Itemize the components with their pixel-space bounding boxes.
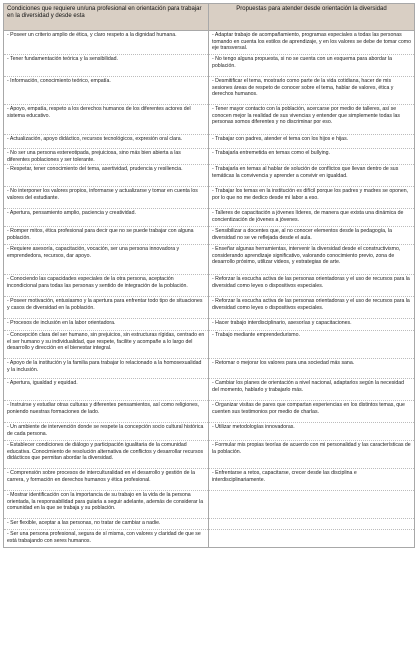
condition-cell: - No ser una persona estereotipada, prejuiciosa, sino más bien abierta a las diferentes poblaciones y ser tolerante. bbox=[4, 149, 209, 165]
condition-cell: - Ser una persona profesional, segura de sí misma, con valores y claridad de que se está trabajando con seres humanos. bbox=[4, 530, 209, 548]
table-row bbox=[4, 530, 415, 548]
table-row bbox=[4, 379, 415, 401]
proposal-cell bbox=[209, 530, 415, 548]
proposal-cell: - Reforzar la escucha activa de las personas orientadoras y el uso de recursos para la diversidad como leyes o dispositivos especiales. bbox=[209, 297, 415, 319]
table-row bbox=[4, 297, 415, 319]
table-row bbox=[4, 165, 415, 187]
diversity-orientation-table bbox=[3, 3, 415, 548]
table-row bbox=[4, 401, 415, 423]
proposal-cell: - Trabajarla en temas al hablar de solución de conflictos que llevan dentro de sus temáticas la convivencia y aprender a convivir en igualdad. bbox=[209, 165, 415, 187]
proposal-cell: - Desmitificar el tema, mostrarlo como parte de la vida cotidiana, hacer de mis sesiones áreas de respeto de conocer sobre el tema, hablar de valores, ética y derechos humanos. bbox=[209, 77, 415, 105]
proposal-cell: - Cambiar los planes de orientación a nivel nacional, adaptarlos según la necesidad del momento, hablarlo y trabajarlo más. bbox=[209, 379, 415, 401]
condition-cell: - Apertura, pensamiento amplio, paciencia y creatividad. bbox=[4, 209, 209, 227]
proposal-cell bbox=[209, 491, 415, 519]
condition-cell: - Requiere asesoría, capacitación, vocación, ser una persona innovadora y emprendedora, recursos, dar apoyo. bbox=[4, 245, 209, 275]
proposal-cell: - Talleres de capacitación a jóvenes líderes, de manera que exista una dinámica de concientización de jóvenes a jóvenes. bbox=[209, 209, 415, 227]
proposal-cell: - Trabajo mediante emprendedurismo. bbox=[209, 331, 415, 359]
table-row bbox=[4, 359, 415, 379]
condition-cell: - Poseer un criterio amplio de ética, y claro respeto a la dignidad humana. bbox=[4, 31, 209, 55]
proposal-cell: - Sensibilizar a docentes que, al no conocer elementos desde la pedagogía, la diversidad no se ve reflejada desde el aula. bbox=[209, 227, 415, 245]
proposal-cell: - Tener mayor contacto con la población, acercarse por medio de talleres, así se conocen mejor la realidad de sus vivencias y entender que simplemente todas las personas somos diferentes y no discriminar por eso. bbox=[209, 105, 415, 135]
table-row bbox=[4, 77, 415, 105]
table-row bbox=[4, 149, 415, 165]
table-row bbox=[4, 319, 415, 331]
table-row bbox=[4, 423, 415, 441]
condition-cell: - Tener fundamentación teórica y la sensibilidad. bbox=[4, 55, 209, 77]
condition-cell: - Conociendo las capacidades especiales de la otra persona, aceptación incondicional para todas las personas y sentido de integración de la población. bbox=[4, 275, 209, 297]
column-header-conditions: Condiciones que requiere un/una profesional en orientación para trabajar en la diversidad y desde esta bbox=[4, 4, 209, 31]
condition-cell: - Respetar, tener conocimiento del tema, asertividad, prudencia y resiliencia. bbox=[4, 165, 209, 187]
table-row bbox=[4, 491, 415, 519]
proposal-cell: - Utilizar metodologías innovadoras. bbox=[209, 423, 415, 441]
proposal-cell bbox=[209, 519, 415, 530]
condition-cell: - Establecer condiciones de diálogo y participación igualitaria de la comunidad educativa. Conocimiento de resolución alternativa de conflictos y desarrollar recursos didácticos que permitan abordar la diversidad. bbox=[4, 441, 209, 469]
column-header-proposals: Propuestas para atender desde orientación la diversidad bbox=[209, 4, 415, 31]
table-row bbox=[4, 331, 415, 359]
proposal-cell: - Trabajarla entremetida en temas como el bullying. bbox=[209, 149, 415, 165]
proposal-cell: - Reforzar la escucha activa de las personas orientadoras y el uso de recursos para la diversidad como leyes o dispositivos especiales. bbox=[209, 275, 415, 297]
condition-cell: - Apertura, igualdad y equidad. bbox=[4, 379, 209, 401]
proposal-cell: - Retomar o mejorar los valores para una sociedad más sana. bbox=[209, 359, 415, 379]
table-row bbox=[4, 55, 415, 77]
proposal-cell: - Trabajar los temas en la institución es difícil porque los padres y madres se oponen, por lo que no me dedico desde mi labor a eso. bbox=[209, 187, 415, 209]
condition-cell: - Romper mitos, ética profesional para decir que no se puede trabajar con alguna población. bbox=[4, 227, 209, 245]
condition-cell: - Apoyo, empatía, respeto a los derechos humanos de los diferentes actores del sistema educativo. bbox=[4, 105, 209, 135]
proposal-cell: - Formular mis propias teorías de acuerdo con mi personalidad y las características de la población. bbox=[209, 441, 415, 469]
condition-cell: - Información, conocimiento teórico, empatía. bbox=[4, 77, 209, 105]
condition-cell: - Procesos de inclusión en la labor orientadora. bbox=[4, 319, 209, 331]
table-row bbox=[4, 105, 415, 135]
condition-cell: - Poseer motivación, entusiasmo y la apertura para enfrentar todo tipo de situaciones y casos de diversidad en la población. bbox=[4, 297, 209, 319]
proposal-cell: - No tengo alguna propuesta, si no se cuenta con un esquema para abordar la población. bbox=[209, 55, 415, 77]
condition-cell: - Un ambiente de intervención donde se respete la concepción socio cultural histórica de cada persona. bbox=[4, 423, 209, 441]
table-row bbox=[4, 135, 415, 149]
proposal-cell: - Organizar visitas de pares que compartan experiencias en los distintos temas, que cuenten sus testimonios por medio de charlas. bbox=[209, 401, 415, 423]
condition-cell: - Apoyo de la institución y la familia para trabajar lo relacionado a la homosexualidad y la inclusión. bbox=[4, 359, 209, 379]
condition-cell: - Ser flexible, aceptar a las personas, no tratar de cambiar a nadie. bbox=[4, 519, 209, 530]
table-row bbox=[4, 31, 415, 55]
condition-cell: - Concepción clara del ser humano, sin prejuicios, sin estructuras rígidas, centrado en el ser humano y su individualidad, que respete, facilite y acompañe a lo largo del desarrollo y dirección en el bienestar integral. bbox=[4, 331, 209, 359]
table-row bbox=[4, 519, 415, 530]
table-header-row bbox=[4, 4, 415, 31]
condition-cell: - Instruirse y estudiar otras culturas y diferentes pensamientos, así como religiones, poniendo nuestras formaciones de lado. bbox=[4, 401, 209, 423]
proposal-cell: - Enfrentarse a retos, capacitarse, crecer desde las disciplina e interdisciplinariamente. bbox=[209, 469, 415, 491]
table-row bbox=[4, 441, 415, 469]
condition-cell: - Comprensión sobre procesos de interculturalidad en el desarrollo y gestión de la carrera, y formación en derechos humanos y ética profesional. bbox=[4, 469, 209, 491]
table-row bbox=[4, 187, 415, 209]
condition-cell: - No interponer los valores propios, informarse y actualizarse y tomar en cuenta los valores del estudiante. bbox=[4, 187, 209, 209]
table-row bbox=[4, 469, 415, 491]
table-row bbox=[4, 209, 415, 227]
condition-cell: - Mostrar identificación con la importancia de su trabajo en la vida de la persona orientada, la responsabilidad para guiarla a seguir adelante, además de considerar la comunidad en la que se trabaja y su población. bbox=[4, 491, 209, 519]
table-row bbox=[4, 275, 415, 297]
proposal-cell: - Hacer trabajo interdisciplinario, asesorías y capacitaciones. bbox=[209, 319, 415, 331]
condition-cell: - Actualización, apoyo didáctico, recursos tecnológicos, expresión oral clara. bbox=[4, 135, 209, 149]
proposal-cell: - Enseñar algunas herramientas, intervenir la diversidad desde el constructivismo, considerando aprendizaje significativo, valorando conocimiento previo, zona de desarrollo próximo, utilizar videos, y estrategias de arte. bbox=[209, 245, 415, 275]
proposal-cell: - Adaptar trabajo de acompañamiento, programas especiales a todas las personas tomando en cuenta los estilos de aprendizaje, y en los valores se debe de tomar como eje transversal. bbox=[209, 31, 415, 55]
proposal-cell: - Trabajar con padres, atender el tema con los hijos e hijas. bbox=[209, 135, 415, 149]
table-row bbox=[4, 227, 415, 245]
table-row bbox=[4, 245, 415, 275]
